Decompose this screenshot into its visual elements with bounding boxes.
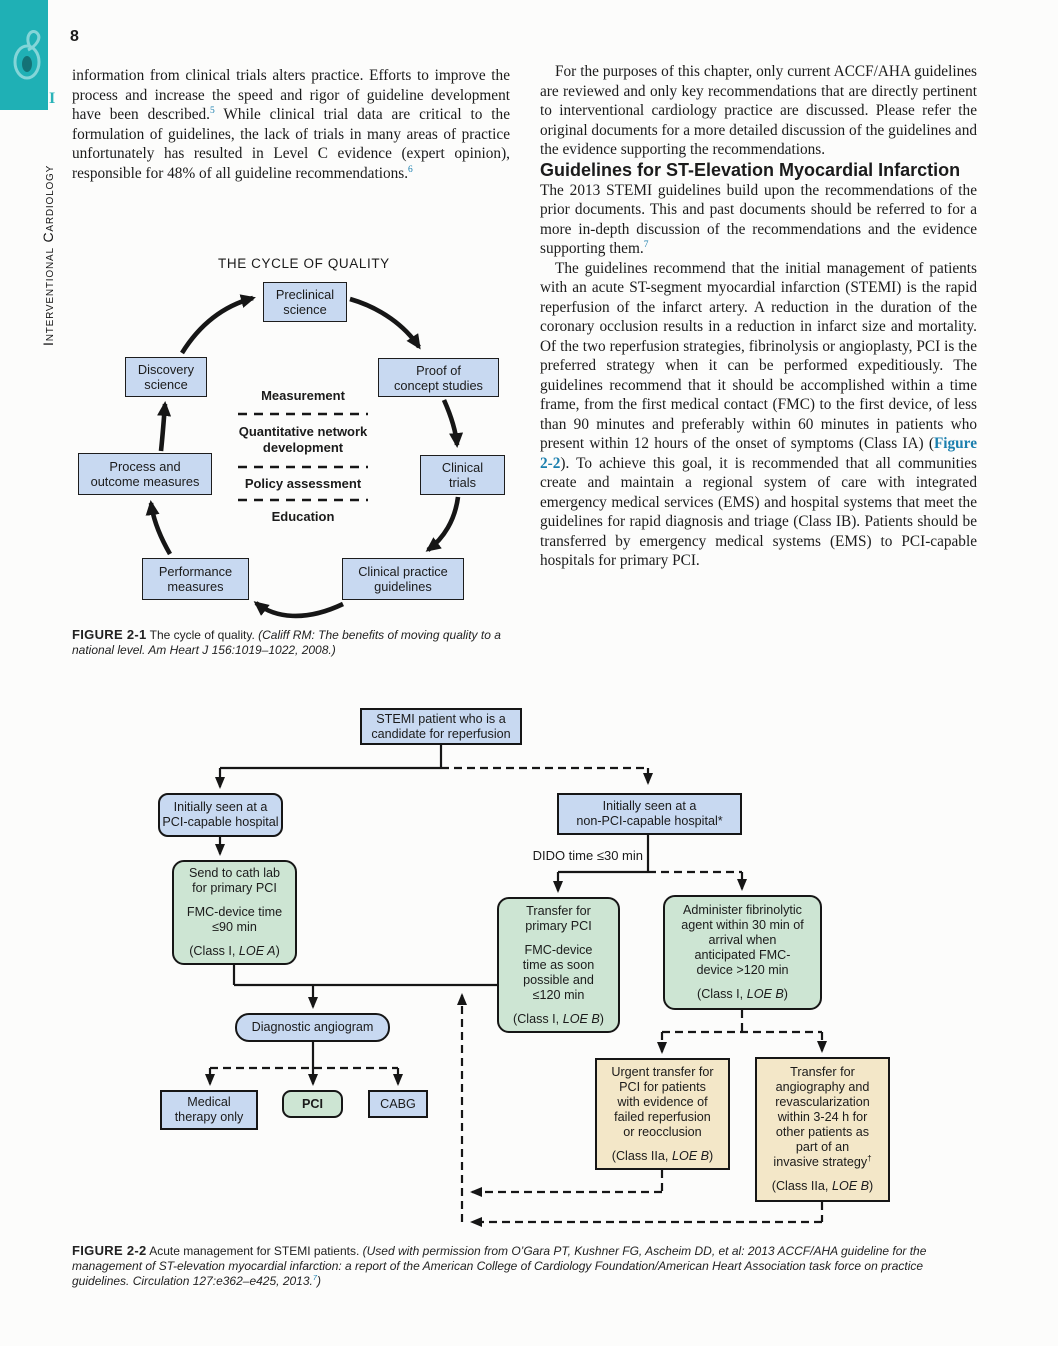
cycle-center-label-education: Education	[271, 509, 335, 524]
node-text-paragraph: (Class I, LOE B)	[697, 987, 788, 1001]
part-number: I	[49, 90, 56, 107]
node-text-paragraph: PCI	[302, 1096, 323, 1111]
flow-node-stemi-patient	[360, 708, 522, 745]
paragraph: information from clinical trials alters practice. Efforts to improve the process and increase the speed and rigor of guideline development have been described.$^5$ While clinical trial data are critical to the formulation of guidelines, the lack of trials in many areas of practice unfortunately has resulted in Level C evidence (expert opinion), responsible for 48% of all guideline recommendations.$^6$	[72, 67, 510, 182]
node-text-paragraph: Diagnostic angiogram	[251, 1020, 374, 1034]
cycle-node-performance-measures	[142, 558, 249, 600]
node-text-paragraph: Discovery science	[137, 362, 195, 392]
node-text-paragraph: CABG	[380, 1096, 416, 1111]
node-text-paragraph: Administer fibrinolytic agent within 30 min of arrival when anticipated FMC- device >120 min	[681, 903, 804, 977]
node-text-paragraph: Process and outcome measures	[90, 459, 200, 489]
cycle-node-clinical-practice-guidelines	[342, 558, 464, 600]
node-text-paragraph: FMC-device time as soon possible and ≤120 min	[522, 942, 595, 1002]
cycle-node-clinical-trials	[420, 455, 505, 495]
node-text-paragraph: (Class I, LOE B)	[513, 1011, 604, 1026]
running-head-vertical: Interventional Cardiology	[40, 164, 56, 346]
figure-2-2-crossref-link[interactable]: Figure 2-2	[540, 435, 977, 472]
node-text-paragraph: Proof of concept studies	[394, 362, 483, 393]
flow-node-send-to-cath-lab	[172, 860, 297, 965]
node-text-paragraph: Preclinical science	[275, 287, 335, 317]
flow-node-administer-fibrinolytic	[663, 895, 822, 1010]
cycle-node-proof-of-concept	[378, 358, 499, 397]
cycle-center-label-quantitative-network: Quantitative network development	[238, 424, 368, 455]
flow-node-medical-therapy-only	[160, 1090, 258, 1130]
node-text-paragraph: Clinical practice guidelines	[358, 564, 448, 594]
node-text-paragraph: Send to cath lab for primary PCI	[188, 866, 281, 895]
flow-edge-label-dido-time: DIDO time ≤30 min	[532, 848, 643, 863]
figure-2-1-cycle-of-quality	[60, 240, 512, 628]
cycle-center-label-measurement: Measurement	[261, 388, 345, 403]
paragraph: The 2013 STEMI guidelines build upon the recommendations of the prior documents. This and past documents should be referred to for a more in-depth discussion of the recommendations and the evidence supporting them.$^7$	[540, 181, 977, 257]
right-text-column	[540, 62, 977, 571]
node-text-paragraph: Clinical trials	[441, 460, 484, 490]
paragraph: For the purposes of this chapter, only current ACCF/AHA guidelines are reviewed and only key recommendations that are directly pertinent to interventional cardiology practice are discussed. Please refer the original documents for a more detailed discussion of the guidelines and the evidence supporting the recommendations.	[540, 63, 977, 158]
flow-node-pci	[282, 1090, 343, 1118]
cycle-center-label-policy-assessment: Policy assessment	[244, 476, 362, 491]
cycle-node-process-outcome-measures	[78, 453, 212, 495]
cycle-node-preclinical-science	[263, 282, 347, 322]
figure-2-2-caption: FIGURE 2-2 Acute management for STEMI patients. (Used with permission from O’Gara PT, Kushner FG, Ascheim DD, et al: 2013 ACCF/AHA guideline for the management of ST-elevation myocardial infarction: a report of the American College of Cardiology Foundation/American Heart Association task force on practice guidelines. Circulation 127:e362–e425, 2013.$^7$)	[72, 1243, 927, 1288]
node-text-paragraph: Medical therapy only	[174, 1095, 244, 1124]
figure-2-2-stemi-flowchart	[0, 695, 1058, 1240]
node-text-paragraph: Initially seen at a PCI-capable hospital	[162, 800, 279, 829]
node-text-paragraph: (Class I, LOE A)	[189, 944, 280, 958]
page-number: 8	[70, 28, 79, 45]
flow-node-pci-capable-hospital	[158, 793, 283, 837]
publisher-logo-icon	[0, 0, 48, 110]
flow-node-non-pci-capable-hospital	[557, 793, 742, 835]
publisher-brand-block	[0, 0, 48, 110]
flow-node-transfer-angiography-3-24h	[755, 1057, 890, 1202]
node-text-paragraph: (Class IIa, LOE B)	[611, 1148, 714, 1163]
node-text-paragraph: STEMI patient who is a candidate for reperfusion	[371, 711, 511, 741]
node-text-paragraph: Urgent transfer for PCI for patients with evidence of failed reperfusion or reocclusion	[611, 1064, 714, 1139]
left-text-column	[72, 66, 510, 183]
node-text-paragraph: Performance measures	[158, 564, 233, 594]
node-text-paragraph: Initially seen at a non-PCI-capable hospital*	[576, 799, 723, 828]
flow-node-cabg	[368, 1090, 428, 1118]
node-text-paragraph: Transfer for angiography and revascularization within 3-24 h for other patients as part of an invasive strategy†	[773, 1065, 872, 1169]
figure-title: THE CYCLE OF QUALITY	[218, 256, 390, 271]
paragraph: The guidelines recommend that the initial management of patients with an acute ST-segment myocardial infarction (STEMI) is the rapid reperfusion of the infarct artery. A reduction in the duration of the coronary occlusion results in a reduction in infarct size and mortality. Of the two reperfusion strategies, fibrinolysis or angioplasty, PCI is the preferred strategy when it can be performed expeditiously. The guidelines recommend that it should be accomplished within a time frame, from the first medical contact (FMC) to the first device, of less than 90 minutes and preferably within 60 minutes in patients who present within 12 hours of the onset of symptoms (Class IA) (Figure 2-2). To achieve this goal, it is recommended that all communities create and maintain a regional system of care with integrated emergency medical services (EMS) and hospital systems that meet the guidelines for rapid diagnosis and triage (Class IB). Patients should be transferred by emergency medical systems (EMS) to PCI-capable hospitals for primary PCI.	[540, 259, 977, 569]
flow-node-transfer-for-primary-pci	[497, 897, 620, 1033]
node-text-paragraph: FMC-device time ≤90 min	[186, 905, 283, 934]
flow-node-urgent-transfer-failed-reperfusion	[595, 1058, 730, 1170]
flow-node-diagnostic-angiogram	[235, 1013, 390, 1042]
section-heading: Guidelines for ST-Elevation Myocardial Infarction	[540, 159, 961, 180]
node-text-paragraph: Transfer for primary PCI	[525, 903, 592, 933]
figure-2-1-caption: FIGURE 2-1 The cycle of quality. (Califf RM: The benefits of moving quality to a national level. Am Heart J 156:1019–1022, 2008.)	[72, 627, 501, 657]
node-text-paragraph: (Class IIa, LOE B)	[771, 1179, 874, 1193]
cycle-node-discovery-science	[125, 357, 207, 397]
